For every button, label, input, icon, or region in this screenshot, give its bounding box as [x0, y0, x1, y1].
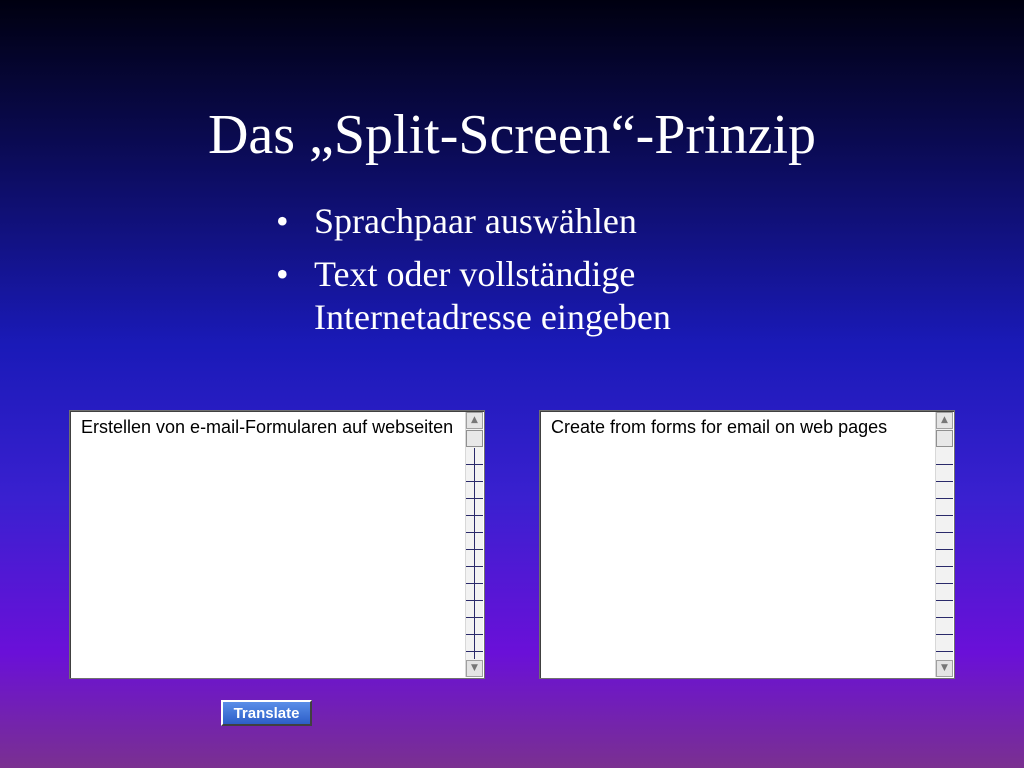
target-text[interactable]: Create from forms for email on web pages: [551, 417, 888, 437]
source-text[interactable]: Erstellen von e-mail-Formularen auf webseiten: [81, 417, 454, 437]
scroll-track[interactable]: [936, 448, 953, 659]
scroll-up-icon[interactable]: ▲: [466, 412, 483, 429]
bullet-dot: •: [276, 201, 289, 241]
target-scrollbar[interactable]: [935, 412, 953, 677]
bullet-text: Sprachpaar auswählen: [314, 201, 637, 241]
scroll-down-icon[interactable]: ▼: [466, 660, 483, 677]
bullet-item: [276, 200, 716, 243]
bullet-list: [276, 200, 716, 349]
scroll-down-icon[interactable]: ▼: [936, 660, 953, 677]
scroll-track[interactable]: [466, 448, 483, 659]
source-text-area[interactable]: [69, 410, 485, 679]
scroll-up-icon[interactable]: ▲: [936, 412, 953, 429]
bullet-item: [276, 253, 716, 339]
bullet-text: Text oder vollständige Internetadresse eingeben: [314, 254, 671, 337]
translate-button[interactable]: Translate: [221, 700, 312, 726]
scroll-thumb[interactable]: [466, 430, 483, 447]
source-scrollbar[interactable]: [465, 412, 483, 677]
target-text-area[interactable]: [539, 410, 955, 679]
bullet-dot: •: [276, 254, 289, 294]
slide-title: Das „Split-Screen“-Prinzip: [207, 104, 817, 166]
scroll-thumb[interactable]: [936, 430, 953, 447]
